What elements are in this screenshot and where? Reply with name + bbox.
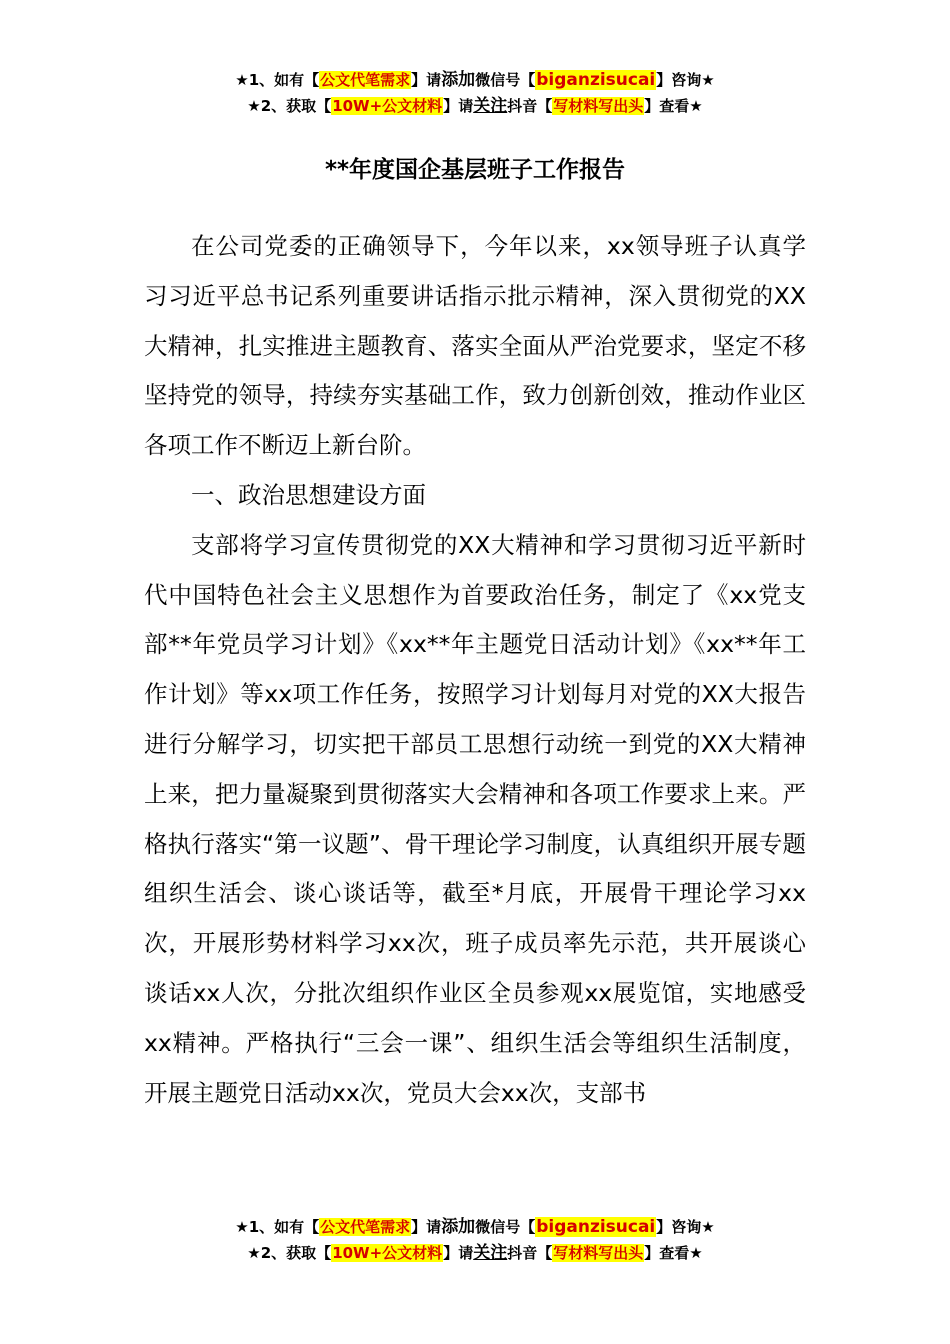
promo-text: 微信号【 xyxy=(475,1218,536,1236)
document-body xyxy=(144,222,806,1118)
keyword-add: 添加 xyxy=(441,1217,476,1237)
document-title: **年度国企基层班子工作报告 xyxy=(324,157,626,183)
section-heading: 一、政治思想建设方面 xyxy=(191,480,426,509)
promo-text: ★2、获取【 xyxy=(247,97,332,115)
highlight-materials: 10W+公文材料 xyxy=(332,97,443,115)
promo-text: 】咨询★ xyxy=(656,1218,715,1236)
promo-line-2 xyxy=(0,93,950,119)
promo-text: 】查看★ xyxy=(644,1244,703,1262)
paragraph-intro: 在公司党委的正确领导下，今年以来，xx领导班子认真学习习近平总书记系列重要讲话指示批示精神，深入贯彻党的XX大精神，扎实推进主题教育、落实全面从严治党要求，坚定不移坚持党的领导，持续夯实基础工作，致力创新创效，推动作业区各项工作不断迈上新台阶。 xyxy=(144,232,806,460)
promo-text: ★1、如有【 xyxy=(235,71,320,89)
highlight-douyin-id: 写材料写出头 xyxy=(553,1244,644,1262)
keyword-add: 添加 xyxy=(441,70,476,90)
promo-banner-top xyxy=(0,67,950,119)
promo-line-1 xyxy=(0,67,950,93)
promo-text: 】请 xyxy=(443,97,474,115)
highlight-service: 公文代笔需求 xyxy=(320,71,411,89)
promo-text: 抖音【 xyxy=(507,97,553,115)
promo-line-1 xyxy=(0,1214,950,1240)
promo-text: 微信号【 xyxy=(475,71,536,89)
promo-text: 】查看★ xyxy=(644,97,703,115)
highlight-wechat-id: biganzisucai xyxy=(536,70,656,90)
promo-line-2 xyxy=(0,1240,950,1266)
promo-text: 抖音【 xyxy=(507,1244,553,1262)
promo-text: ★1、如有【 xyxy=(235,1218,320,1236)
highlight-douyin-id: 写材料写出头 xyxy=(553,97,644,115)
promo-text: 】请 xyxy=(411,1218,442,1236)
promo-text: 】咨询★ xyxy=(656,71,715,89)
highlight-materials: 10W+公文材料 xyxy=(332,1244,443,1262)
highlight-wechat-id: biganzisucai xyxy=(536,1217,656,1237)
promo-text: 】请 xyxy=(443,1244,474,1262)
keyword-follow: 关注 xyxy=(473,96,508,116)
promo-text: ★2、获取【 xyxy=(247,1244,332,1262)
promo-banner-bottom xyxy=(0,1214,950,1266)
promo-text: 】请 xyxy=(411,71,442,89)
keyword-follow: 关注 xyxy=(473,1243,508,1263)
paragraph-political: 支部将学习宣传贯彻党的XX大精神和学习贯彻习近平新时代中国特色社会主义思想作为首要政治任务，制定了《xx党支部**年党员学习计划》《xx**年主题党日活动计划》《xx**年工作计划》等xx项工作任务，按照学习计划每月对党的XX大报告进行分解学习，切实把干部员工思想行动统一到党的XX大精神上来，把力量凝聚到贯彻落实大会精神和各项工作要求上来。严格执行落实“第一议题”、骨干理论学习制度，认真组织开展专题组织生活会、谈心谈话等，截至*月底，开展骨干理论学习xx次，开展形势材料学习xx次，班子成员率先示范，共开展谈心谈话xx人次，分批次组织作业区全员参观xx展览馆，实地感受xx精神。严格执行“三会一课”、组织生活会等组织生活制度，开展主题党日活动xx次，党员大会xx次，支部书 xyxy=(144,530,806,1107)
highlight-service: 公文代笔需求 xyxy=(320,1218,411,1236)
